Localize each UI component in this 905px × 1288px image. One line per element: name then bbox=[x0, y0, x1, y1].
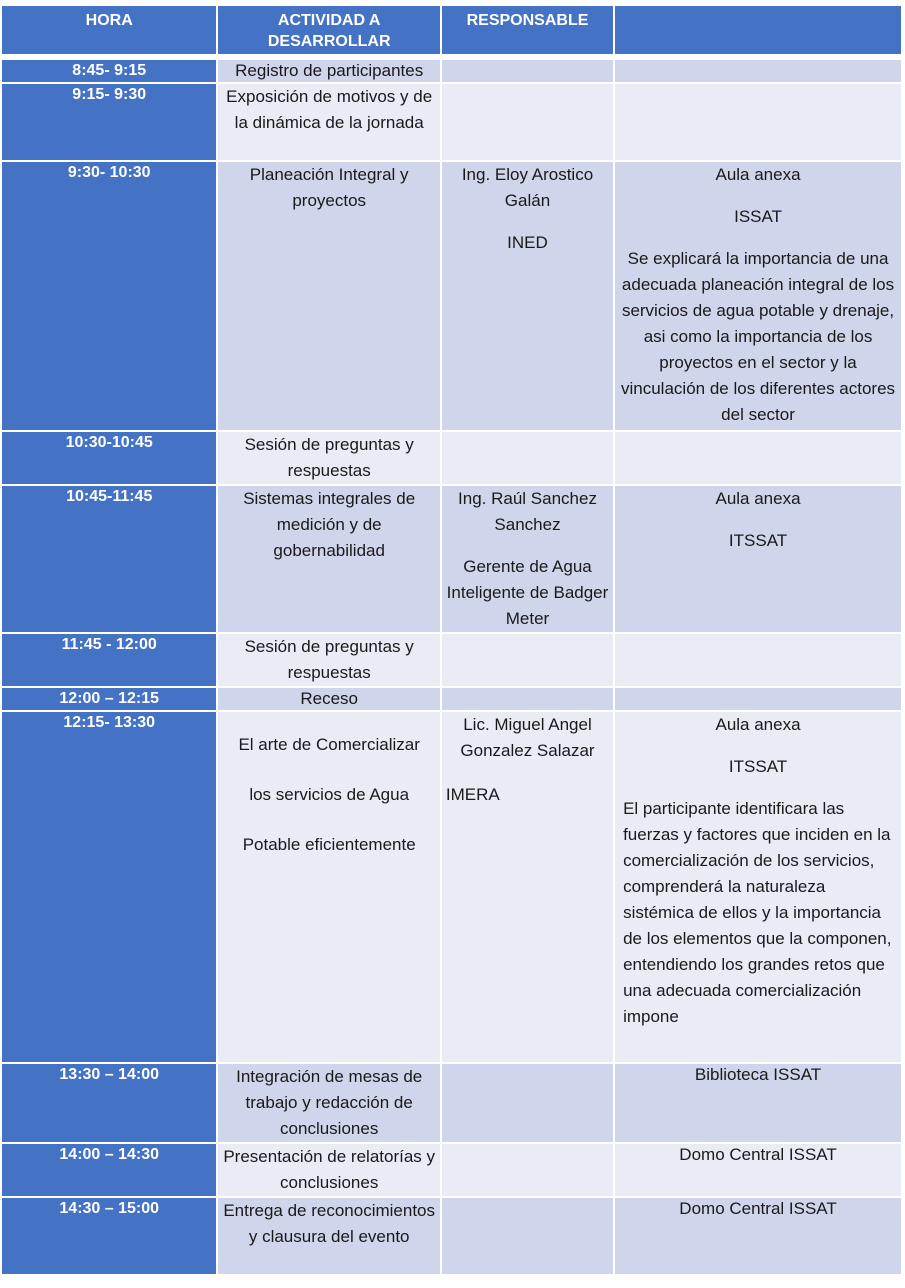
actividad-cell bbox=[218, 486, 439, 632]
actividad-text: Sesión de preguntas y respuestas bbox=[244, 435, 414, 480]
responsable-cell bbox=[442, 634, 613, 686]
lugar-room: Domo Central ISSAT bbox=[679, 1199, 837, 1218]
lugar-cell bbox=[615, 712, 901, 1062]
responsable-cell bbox=[442, 1198, 613, 1274]
table-row bbox=[2, 634, 901, 686]
header-row bbox=[2, 6, 901, 54]
table-row bbox=[2, 712, 901, 1062]
responsable-cell bbox=[442, 60, 613, 82]
responsable-cell bbox=[442, 84, 613, 160]
hora-cell: 13:30 – 14:00 bbox=[2, 1064, 216, 1142]
table-row bbox=[2, 1144, 901, 1196]
actividad-cell bbox=[218, 162, 439, 430]
actividad-cell bbox=[218, 634, 439, 686]
actividad-cell bbox=[218, 688, 439, 710]
actividad-text: Sistemas integrales de medición y de gobernabilidad bbox=[243, 489, 416, 560]
table-row bbox=[2, 432, 901, 484]
table-row bbox=[2, 1198, 901, 1274]
responsable-cell bbox=[442, 688, 613, 710]
actividad-text: Registro de participantes bbox=[235, 61, 424, 80]
table-row bbox=[2, 688, 901, 710]
lugar-room: Biblioteca ISSAT bbox=[694, 1065, 822, 1084]
actividad-cell bbox=[218, 60, 439, 82]
lugar-cell bbox=[615, 1064, 901, 1142]
lugar-cell bbox=[615, 84, 901, 160]
header-lugar bbox=[615, 6, 901, 54]
schedule-table bbox=[0, 4, 903, 1276]
responsable-name: Lic. Miguel Angel Gonzalez Salazar bbox=[460, 715, 595, 760]
actividad-text: El arte de Comercializar bbox=[238, 735, 420, 754]
hora-cell: 9:30- 10:30 bbox=[2, 162, 216, 430]
lugar-room: Domo Central ISSAT bbox=[679, 1145, 837, 1164]
lugar-room: Aula anexa bbox=[715, 165, 801, 184]
actividad-text: los servicios de Agua bbox=[249, 785, 410, 804]
lugar-cell bbox=[615, 60, 901, 82]
actividad-cell bbox=[218, 432, 439, 484]
table-row bbox=[2, 1064, 901, 1142]
table-row bbox=[2, 162, 901, 430]
table-row bbox=[2, 60, 901, 82]
header-actividad: ACTIVIDAD A DESARROLLAR bbox=[218, 6, 439, 54]
lugar-room: Aula anexa bbox=[715, 715, 801, 734]
actividad-text: Integración de mesas de trabajo y redacción de conclusiones bbox=[236, 1067, 423, 1138]
table-row bbox=[2, 84, 901, 160]
lugar-cell bbox=[615, 432, 901, 484]
hora-cell: 10:45-11:45 bbox=[2, 486, 216, 632]
table-row bbox=[2, 486, 901, 632]
actividad-text: Presentación de relatorías y conclusiones bbox=[223, 1147, 436, 1192]
header-hora: HORA bbox=[2, 6, 216, 54]
responsable-cell bbox=[442, 1144, 613, 1196]
actividad-cell bbox=[218, 84, 439, 160]
responsable-name: Ing. Eloy Arostico Galán bbox=[461, 165, 594, 210]
actividad-cell bbox=[218, 712, 439, 1062]
actividad-text: Exposición de motivos y de la dinámica de la jornada bbox=[226, 87, 433, 132]
hora-cell: 12:00 – 12:15 bbox=[2, 688, 216, 710]
responsable-cell bbox=[442, 486, 613, 632]
hora-cell: 8:45- 9:15 bbox=[2, 60, 216, 82]
lugar-cell bbox=[615, 162, 901, 430]
lugar-room: Aula anexa bbox=[715, 489, 801, 508]
hora-cell: 11:45 - 12:00 bbox=[2, 634, 216, 686]
lugar-institution: ITSSAT bbox=[728, 757, 788, 776]
lugar-description: Se explicará la importancia de una adecuada planeación integral de los servicios de agua potable y drenaje, asi como la importancia de los proyectos en el sector y la vinculación de los diferentes actores del sector bbox=[621, 249, 896, 424]
header-responsable: RESPONSABLE bbox=[442, 6, 613, 54]
lugar-cell bbox=[615, 1144, 901, 1196]
hora-cell: 9:15- 9:30 bbox=[2, 84, 216, 160]
responsable-org: Gerente de Agua Inteligente de Badger Meter bbox=[446, 557, 609, 628]
responsable-cell bbox=[442, 1064, 613, 1142]
lugar-description: El participante identificara las fuerzas y factores que inciden en la comercialización de los servicios, comprenderá la naturaleza sistémica de ellos y la importancia de los elementos que la componen, entendiendo los grandes retos que una adecuada comercialización impone bbox=[623, 799, 892, 1026]
responsable-org: INED bbox=[507, 233, 548, 252]
actividad-cell bbox=[218, 1144, 439, 1196]
lugar-cell bbox=[615, 634, 901, 686]
lugar-institution: ISSAT bbox=[734, 207, 782, 226]
lugar-cell bbox=[615, 688, 901, 710]
actividad-cell bbox=[218, 1198, 439, 1274]
actividad-text: Receso bbox=[300, 689, 358, 708]
lugar-institution: ITSSAT bbox=[728, 531, 788, 550]
hora-cell: 10:30-10:45 bbox=[2, 432, 216, 484]
responsable-cell bbox=[442, 162, 613, 430]
hora-cell: 14:30 – 15:00 bbox=[2, 1198, 216, 1274]
actividad-text: Potable eficientemente bbox=[242, 835, 416, 854]
responsable-org: IMERA bbox=[445, 785, 500, 804]
actividad-text: Planeación Integral y proyectos bbox=[249, 165, 409, 210]
hora-cell: 12:15- 13:30 bbox=[2, 712, 216, 1062]
responsable-cell bbox=[442, 432, 613, 484]
actividad-cell bbox=[218, 1064, 439, 1142]
actividad-text: Sesión de preguntas y respuestas bbox=[244, 637, 414, 682]
responsable-name: Ing. Raúl Sanchez Sanchez bbox=[458, 489, 597, 534]
actividad-text: Entrega de reconocimientos y clausura del evento bbox=[223, 1201, 436, 1246]
lugar-cell bbox=[615, 486, 901, 632]
lugar-cell bbox=[615, 1198, 901, 1274]
hora-cell: 14:00 – 14:30 bbox=[2, 1144, 216, 1196]
responsable-cell bbox=[442, 712, 613, 1062]
